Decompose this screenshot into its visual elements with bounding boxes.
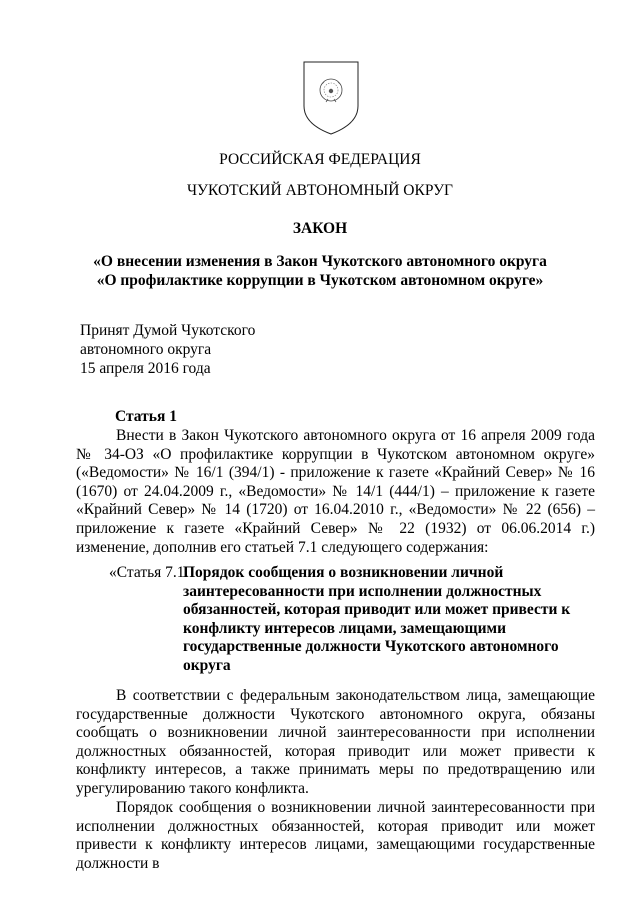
law-title-line2: «О профилактике коррупции в Чукотском автономном округе» xyxy=(96,272,544,289)
adoption-note-line1: Принят Думой Чукотского xyxy=(80,322,256,339)
article-7-1-title: Порядок сообщения о возникновении личной заинтересованности при исполнении должностных обязанностей, которая приводит или может привести к конфликту интересов лицами, замещающими государственные должности Чукотского автономного округа xyxy=(183,564,571,674)
region-heading: ЧУКОТСКИЙ АВТОНОМНЫЙ ОКРУГ xyxy=(186,182,454,199)
article-1-text: Внести в Закон Чукотского автономного округа от 16 апреля 2009 года № 34-ОЗ «О профилактике коррупции в Чукотском автономном округе» («Ведомости» № 16/1 (394/1) - приложение к газете «Крайний Север» № 16 (1670) от 24.04.2009 г., «Ведомости» № 14/1 (444/1) – приложение к газете «Крайний Север» № 14 (1720) от 16.04.2010 г., «Ведомости» № 22 (656) – приложение к газете «Крайний Север» № 22 (1932) от 06.06.2014 г.) изменение, дополнив его статьей 7.1 следующего содержания: xyxy=(76,427,595,556)
country-heading: РОССИЙСКАЯ ФЕДЕРАЦИЯ xyxy=(219,151,421,168)
article-7-1-label: «Статья 7.1. xyxy=(109,564,189,581)
body-paragraph-2: Порядок сообщения о возникновении личной заинтересованности при исполнении должностных обязанностей, которая приводит или может привести к конфликту интересов лицами, замещающими государственные должности в xyxy=(76,799,595,872)
adoption-note-line2: автономного округа xyxy=(80,341,212,358)
doc-type-heading: ЗАКОН xyxy=(292,220,348,237)
body-paragraph-1: В соответствии с федеральным законодательством лица, замещающие государственные должности Чукотского автономного округа, обязаны сообщать о возникновении личной заинтересованности при исполнении должностных обязанностей, которая приводит или может привести к конфликту интересов, а также принимать меры по предотвращению или урегулированию такого конфликта. xyxy=(76,687,595,797)
adoption-note-date: 15 апреля 2016 года xyxy=(80,360,211,377)
law-title-line1: «О внесении изменения в Закон Чукотского автономного округа xyxy=(93,253,547,270)
article-1-heading: Статья 1 xyxy=(115,408,177,425)
